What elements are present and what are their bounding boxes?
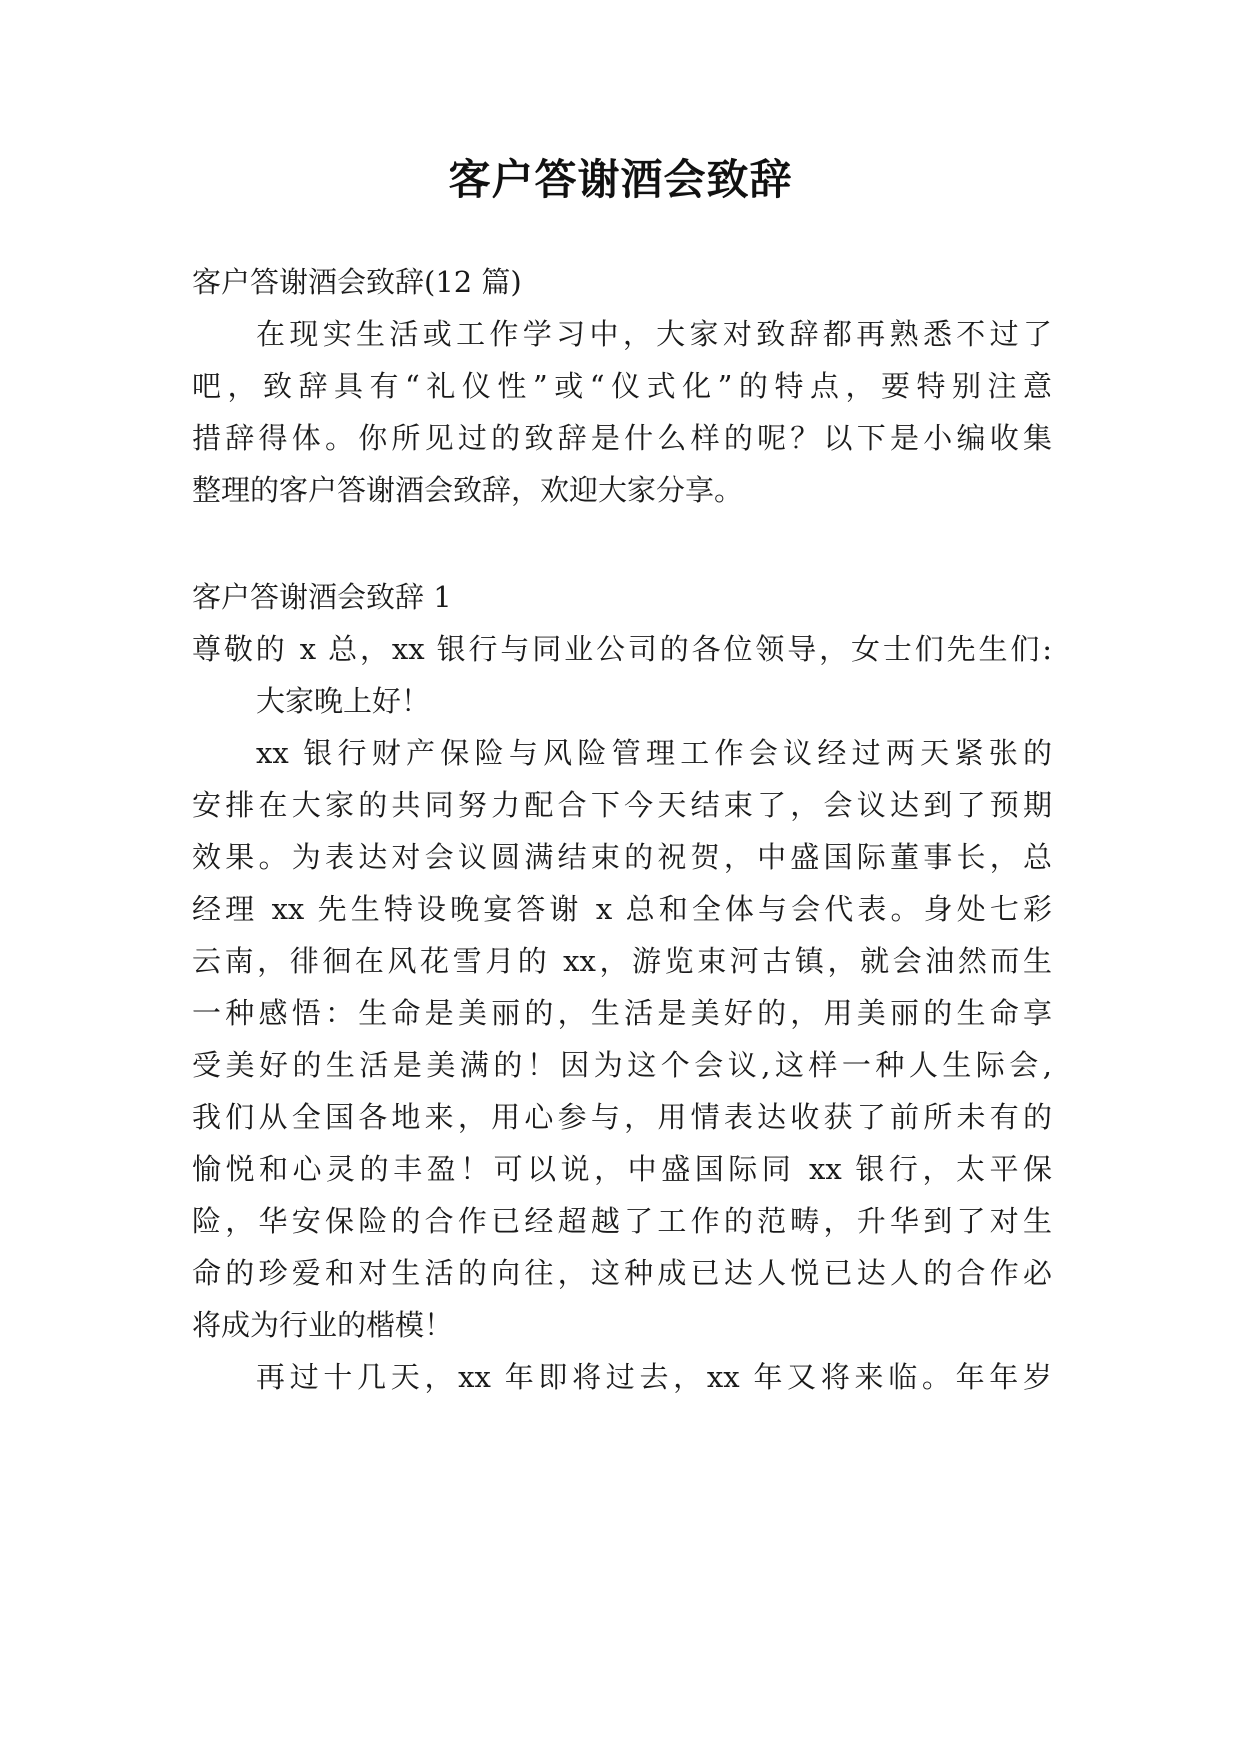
greeting: 大家晚上好！ <box>256 684 431 718</box>
body-line: 一种感悟：生命是美丽的，生活是美好的，用美丽的生命享 <box>192 996 1052 1030</box>
intro-line: 整理的客户答谢酒会致辞，欢迎大家分享。 <box>192 473 744 507</box>
intro-line: 措辞得体。你所见过的致辞是什么样的呢？以下是小编收集 <box>192 421 1052 455</box>
body-line: 我们从全国各地来，用心参与，用情表达收获了前所未有的 <box>192 1100 1052 1134</box>
body-line: 安排在大家的共同努力配合下今天结束了，会议达到了预期 <box>192 788 1052 822</box>
document-title: 客户答谢酒会致辞 <box>448 155 793 204</box>
salutation: 尊敬的 x 总，xx 银行与同业公司的各位领导，女士们先生们: <box>192 632 1052 666</box>
intro-line: 吧，致辞具有“礼仪性”或“仪式化”的特点，要特别注意 <box>192 369 1052 403</box>
body-line: 经理 xx 先生特设晚宴答谢 x 总和全体与会代表。身处七彩 <box>192 892 1052 926</box>
body-line: 受美好的生活是美满的！因为这个会议,这样一种人生际会, <box>192 1048 1052 1082</box>
body-line: 效果。为表达对会议圆满结束的祝贺，中盛国际董事长，总 <box>192 840 1052 874</box>
body-line: xx 银行财产保险与风险管理工作会议经过两天紧张的 <box>256 736 1052 770</box>
body-line: 云南，徘徊在风花雪月的 xx，游览束河古镇，就会油然而生 <box>192 944 1052 978</box>
body-line: 命的珍爱和对生活的向往，这种成已达人悦已达人的合作必 <box>192 1256 1052 1290</box>
body-line: 愉悦和心灵的丰盈！可以说，中盛国际同 xx 银行，太平保 <box>192 1152 1052 1186</box>
intro-line: 在现实生活或工作学习中，大家对致辞都再熟悉不过了 <box>256 317 1052 351</box>
closing-line: 再过十几天，xx 年即将过去，xx 年又将来临。年年岁 <box>256 1360 1052 1394</box>
body-line: 将成为行业的楷模！ <box>192 1308 454 1342</box>
document-subtitle: 客户答谢酒会致辞(12 篇) <box>192 265 522 299</box>
body-line: 险，华安保险的合作已经超越了工作的范畴，升华到了对生 <box>192 1204 1052 1238</box>
section-heading: 客户答谢酒会致辞 1 <box>192 580 452 614</box>
